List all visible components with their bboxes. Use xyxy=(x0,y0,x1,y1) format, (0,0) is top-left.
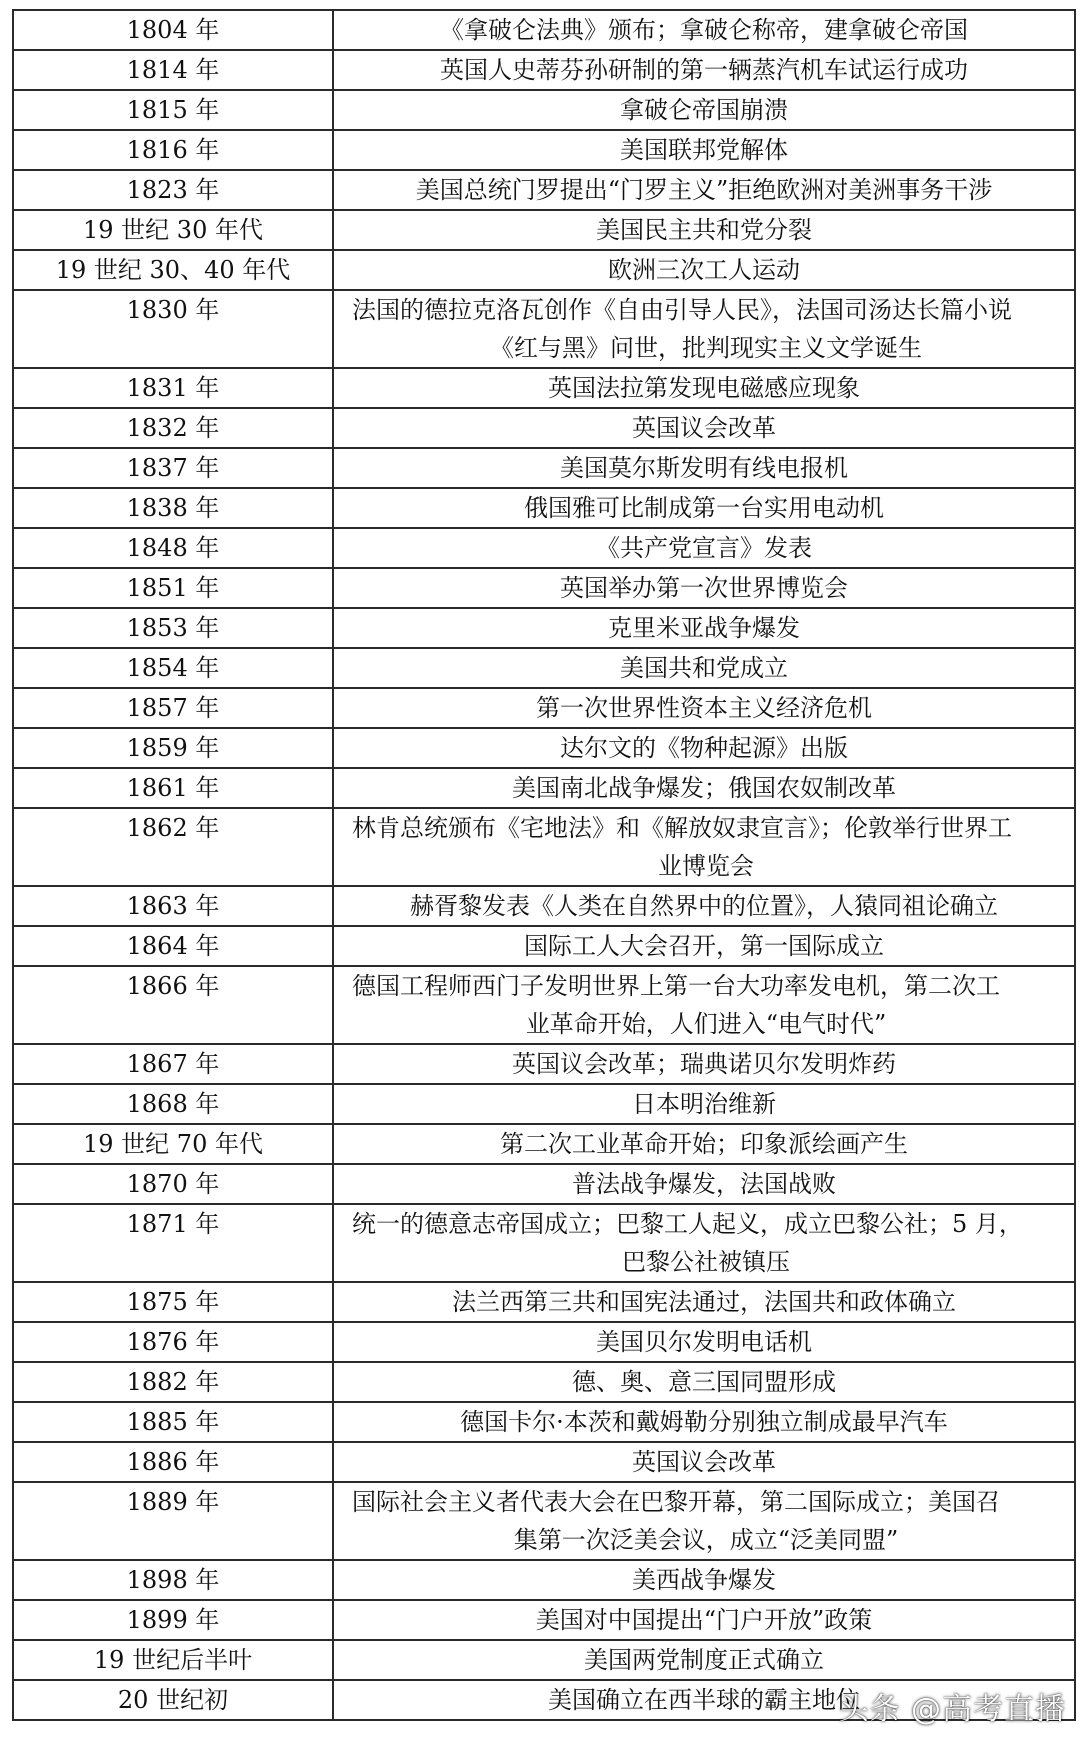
year-cell: 1831 年 xyxy=(13,368,333,408)
table-row xyxy=(13,1560,1075,1600)
event-cell: 法兰西第三共和国宪法通过，法国共和政体确立 xyxy=(333,1282,1075,1322)
event-cell: 日本明治维新 xyxy=(333,1084,1075,1124)
year-cell: 1866 年 xyxy=(13,966,333,1044)
table-row xyxy=(13,1084,1075,1124)
timeline-body xyxy=(13,10,1075,1720)
year-cell: 1867 年 xyxy=(13,1044,333,1084)
year-cell: 1816 年 xyxy=(13,130,333,170)
year-cell: 1848 年 xyxy=(13,528,333,568)
event-cell xyxy=(333,290,1075,368)
table-row xyxy=(13,10,1075,50)
table-row xyxy=(13,886,1075,926)
event-cell: 第一次世界性资本主义经济危机 xyxy=(333,688,1075,728)
event-cell: 美国南北战争爆发；俄国农奴制改革 xyxy=(333,768,1075,808)
year-cell: 1885 年 xyxy=(13,1402,333,1442)
event-cell: 德国卡尔·本茨和戴姆勒分别独立制成最早汽车 xyxy=(333,1402,1075,1442)
table-row xyxy=(13,648,1075,688)
table-row xyxy=(13,408,1075,448)
history-timeline-table xyxy=(12,9,1076,1721)
year-cell: 1876 年 xyxy=(13,1322,333,1362)
event-cell: 美国贝尔发明电话机 xyxy=(333,1322,1075,1362)
event-text-line-1: 国际社会主义者代表大会在巴黎开幕，第二国际成立；美国召 xyxy=(352,1488,1000,1516)
event-cell: 德、奥、意三国同盟形成 xyxy=(333,1362,1075,1402)
year-cell: 1898 年 xyxy=(13,1560,333,1600)
event-cell xyxy=(333,1204,1075,1282)
year-cell: 1875 年 xyxy=(13,1282,333,1322)
year-cell: 1862 年 xyxy=(13,808,333,886)
table-row xyxy=(13,170,1075,210)
table-row xyxy=(13,728,1075,768)
event-cell: 英国法拉第发现电磁感应现象 xyxy=(333,368,1075,408)
event-cell: 俄国雅可比制成第一台实用电动机 xyxy=(333,488,1075,528)
event-cell: 美国共和党成立 xyxy=(333,648,1075,688)
year-cell: 1851 年 xyxy=(13,568,333,608)
table-row xyxy=(13,488,1075,528)
event-cell: 第二次工业革命开始；印象派绘画产生 xyxy=(333,1124,1075,1164)
table-row xyxy=(13,1402,1075,1442)
event-cell: 美国对中国提出“门户开放”政策 xyxy=(333,1600,1075,1640)
year-cell: 19 世纪 30 年代 xyxy=(13,210,333,250)
year-cell: 1814 年 xyxy=(13,50,333,90)
event-cell: 拿破仑帝国崩溃 xyxy=(333,90,1075,130)
event-cell xyxy=(333,808,1075,886)
event-cell: 英国举办第一次世界博览会 xyxy=(333,568,1075,608)
year-cell: 1838 年 xyxy=(13,488,333,528)
table-row xyxy=(13,1640,1075,1680)
table-row xyxy=(13,290,1075,368)
table-row xyxy=(13,1362,1075,1402)
year-cell: 1861 年 xyxy=(13,768,333,808)
year-cell: 19 世纪 70 年代 xyxy=(13,1124,333,1164)
table-row xyxy=(13,926,1075,966)
year-cell: 1870 年 xyxy=(13,1164,333,1204)
event-text-line-1: 林肯总统颁布《宅地法》和《解放奴隶宣言》；伦敦举行世界工 xyxy=(352,814,1012,842)
table-row xyxy=(13,448,1075,488)
year-cell: 19 世纪 30、40 年代 xyxy=(13,250,333,290)
year-cell: 1871 年 xyxy=(13,1204,333,1282)
table-row xyxy=(13,568,1075,608)
event-cell xyxy=(333,1482,1075,1560)
event-text-line-2: 业博览会 xyxy=(658,852,754,880)
year-cell: 1815 年 xyxy=(13,90,333,130)
table-row xyxy=(13,50,1075,90)
year-cell: 1823 年 xyxy=(13,170,333,210)
table-row xyxy=(13,250,1075,290)
year-cell: 1889 年 xyxy=(13,1482,333,1560)
event-text-line-1: 德国工程师西门子发明世界上第一台大功率发电机，第二次工 xyxy=(352,972,1000,1000)
year-cell: 1832 年 xyxy=(13,408,333,448)
event-text-line-2: 《红与黑》问世，批判现实主义文学诞生 xyxy=(490,334,922,362)
year-cell: 1830 年 xyxy=(13,290,333,368)
event-cell: 英国人史蒂芬孙研制的第一辆蒸汽机车试运行成功 xyxy=(333,50,1075,90)
table-row xyxy=(13,608,1075,648)
table-row xyxy=(13,1322,1075,1362)
table-row xyxy=(13,966,1075,1044)
year-cell: 1899 年 xyxy=(13,1600,333,1640)
event-cell: 美西战争爆发 xyxy=(333,1560,1075,1600)
table-row xyxy=(13,808,1075,886)
year-cell: 1863 年 xyxy=(13,886,333,926)
event-cell: 赫胥黎发表《人类在自然界中的位置》，人猿同祖论确立 xyxy=(333,886,1075,926)
event-cell: 美国联邦党解体 xyxy=(333,130,1075,170)
event-cell: 《拿破仑法典》颁布；拿破仑称帝，建拿破仑帝国 xyxy=(333,10,1075,50)
event-text-line-1: 法国的德拉克洛瓦创作《自由引导人民》，法国司汤达长篇小说 xyxy=(352,296,1012,324)
table-row xyxy=(13,1044,1075,1084)
table-row xyxy=(13,1164,1075,1204)
event-text-line-2: 巴黎公社被镇压 xyxy=(622,1248,790,1276)
year-cell: 1804 年 xyxy=(13,10,333,50)
event-cell xyxy=(333,966,1075,1044)
event-text-line-1: 统一的德意志帝国成立；巴黎工人起义，成立巴黎公社；5 月， xyxy=(352,1210,1023,1238)
event-cell: 美国莫尔斯发明有线电报机 xyxy=(333,448,1075,488)
event-cell: 达尔文的《物种起源》出版 xyxy=(333,728,1075,768)
watermark: 头条 @高考直播 xyxy=(838,1692,1066,1727)
table-row xyxy=(13,210,1075,250)
year-cell: 1868 年 xyxy=(13,1084,333,1124)
event-cell: 普法战争爆发，法国战败 xyxy=(333,1164,1075,1204)
table-row xyxy=(13,1204,1075,1282)
table-row xyxy=(13,1282,1075,1322)
event-cell: 《共产党宣言》发表 xyxy=(333,528,1075,568)
event-cell: 英国议会改革 xyxy=(333,1442,1075,1482)
year-cell: 1882 年 xyxy=(13,1362,333,1402)
table-row xyxy=(13,90,1075,130)
event-cell: 美国民主共和党分裂 xyxy=(333,210,1075,250)
table-row xyxy=(13,1442,1075,1482)
year-cell: 20 世纪初 xyxy=(13,1680,333,1720)
event-text-line-2: 集第一次泛美会议，成立“泛美同盟” xyxy=(513,1526,899,1554)
table-row xyxy=(13,1600,1075,1640)
table-row xyxy=(13,688,1075,728)
table-row xyxy=(13,528,1075,568)
year-cell: 1854 年 xyxy=(13,648,333,688)
year-cell: 19 世纪后半叶 xyxy=(13,1640,333,1680)
event-cell: 美国两党制度正式确立 xyxy=(333,1640,1075,1680)
event-text-line-2: 业革命开始，人们进入“电气时代” xyxy=(525,1010,887,1038)
event-cell: 英国议会改革 xyxy=(333,408,1075,448)
year-cell: 1886 年 xyxy=(13,1442,333,1482)
year-cell: 1864 年 xyxy=(13,926,333,966)
table-row xyxy=(13,1124,1075,1164)
event-cell: 国际工人大会召开，第一国际成立 xyxy=(333,926,1075,966)
table-row xyxy=(13,768,1075,808)
event-cell: 美国总统门罗提出“门罗主义”拒绝欧洲对美洲事务干涉 xyxy=(333,170,1075,210)
event-cell: 美国确立在西半球的霸主地位 xyxy=(333,1680,1075,1720)
year-cell: 1853 年 xyxy=(13,608,333,648)
year-cell: 1837 年 xyxy=(13,448,333,488)
table-row xyxy=(13,130,1075,170)
table-row xyxy=(13,368,1075,408)
year-cell: 1859 年 xyxy=(13,728,333,768)
event-cell: 英国议会改革；瑞典诺贝尔发明炸药 xyxy=(333,1044,1075,1084)
year-cell: 1857 年 xyxy=(13,688,333,728)
event-cell: 欧洲三次工人运动 xyxy=(333,250,1075,290)
event-cell: 克里米亚战争爆发 xyxy=(333,608,1075,648)
table-row xyxy=(13,1482,1075,1560)
